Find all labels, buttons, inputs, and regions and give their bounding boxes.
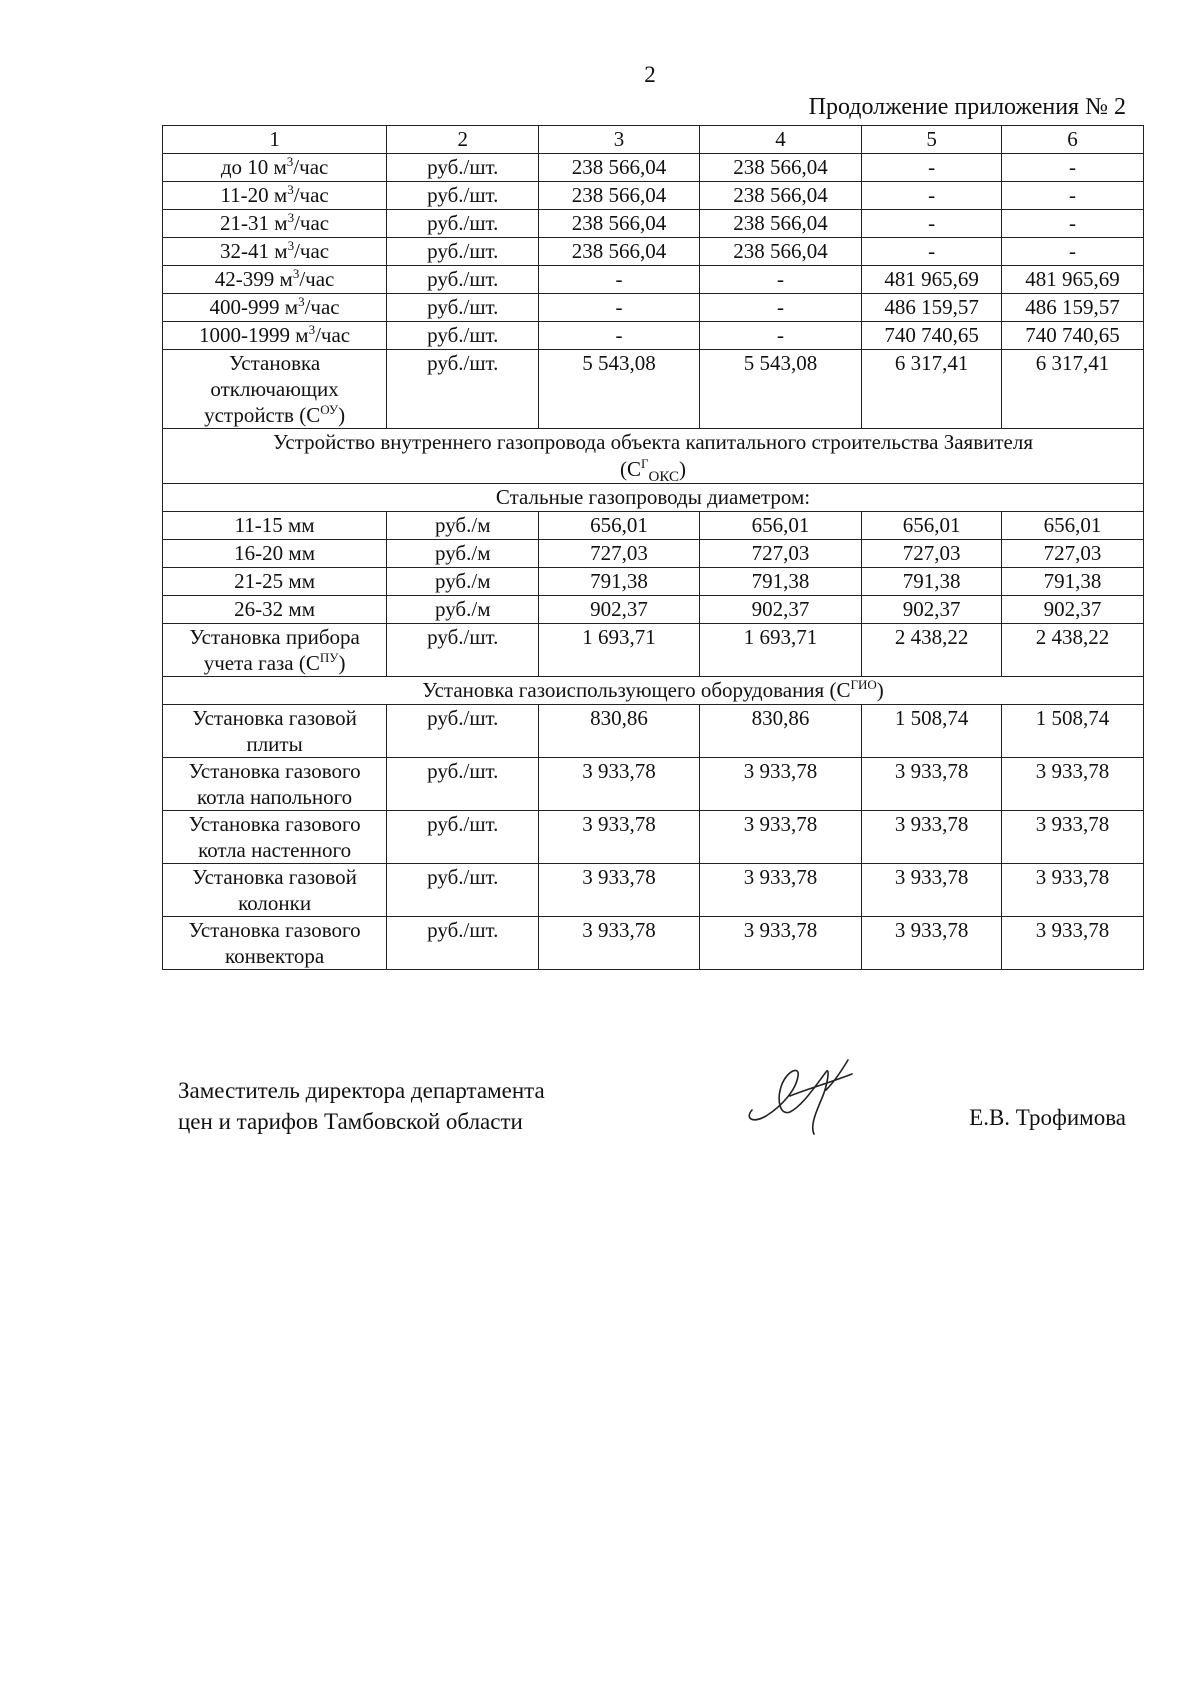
label-line: Установка газового — [188, 759, 361, 783]
row-label: 16-20 мм — [163, 540, 387, 568]
value-cell: 6 317,41 — [1002, 350, 1144, 429]
value-cell: - — [862, 154, 1002, 182]
column-header: 1 — [163, 126, 387, 154]
label-text: (С — [620, 457, 641, 481]
row-label — [163, 864, 387, 917]
superscript: 3 — [286, 154, 294, 169]
unit-cell: руб./шт. — [387, 154, 539, 182]
table-row — [163, 322, 1144, 350]
value-cell: 3 933,78 — [699, 811, 861, 864]
label-tail: ) — [338, 651, 346, 675]
value-cell: 656,01 — [862, 512, 1002, 540]
value-cell: 656,01 — [1002, 512, 1144, 540]
value-cell: 3 933,78 — [539, 811, 699, 864]
label-tail: /час — [293, 183, 329, 207]
value-cell: 486 159,57 — [862, 294, 1002, 322]
label-line: котла настенного — [198, 838, 352, 862]
table-row — [163, 705, 1144, 758]
section-heading: Стальные газопроводы диаметром: — [163, 484, 1144, 512]
unit-cell: руб./м — [387, 512, 539, 540]
label-line — [169, 402, 380, 428]
value-cell: 238 566,04 — [699, 154, 861, 182]
unit-cell: руб./м — [387, 596, 539, 624]
label-tail: /час — [299, 267, 335, 291]
value-cell: 3 933,78 — [1002, 917, 1144, 970]
unit-cell: руб./шт. — [387, 811, 539, 864]
superscript: 3 — [298, 294, 305, 309]
label-line — [169, 650, 380, 676]
row-label — [163, 182, 387, 210]
label-line: отключающих — [210, 377, 339, 401]
section-line: Устройство внутреннего газопровода объекта капитального строительства Заявителя — [273, 430, 1033, 454]
value-cell: 740 740,65 — [1002, 322, 1144, 350]
value-cell: 3 933,78 — [862, 758, 1002, 811]
value-cell: - — [1002, 238, 1144, 266]
label-text: 42-399 м — [214, 267, 293, 291]
table-row — [163, 624, 1144, 677]
label-line: плиты — [246, 732, 303, 756]
value-cell: 3 933,78 — [699, 758, 861, 811]
superscript: 3 — [287, 238, 295, 253]
value-cell: - — [699, 266, 861, 294]
label-text: Установка газоиспользующего оборудования (С — [422, 678, 851, 702]
row-label — [163, 350, 387, 429]
row-label — [163, 154, 387, 182]
value-cell: 481 965,69 — [1002, 266, 1144, 294]
value-cell: 3 933,78 — [1002, 758, 1144, 811]
label-text: 1000-1999 м — [199, 323, 309, 347]
subscript: ОКС — [648, 469, 679, 486]
unit-cell: руб./шт. — [387, 294, 539, 322]
value-cell: - — [699, 322, 861, 350]
value-cell: - — [862, 210, 1002, 238]
value-cell: 791,38 — [862, 568, 1002, 596]
section-line — [169, 456, 1137, 486]
value-cell: 1 508,74 — [1002, 705, 1144, 758]
label-line: Установка газовой — [192, 706, 357, 730]
value-cell: - — [539, 322, 699, 350]
label-tail: /час — [294, 211, 330, 235]
value-cell: 486 159,57 — [1002, 294, 1144, 322]
label-text: устройств (С — [204, 403, 321, 427]
label-tail: /час — [294, 239, 330, 263]
row-label — [163, 811, 387, 864]
table-row — [163, 540, 1144, 568]
value-cell: - — [862, 182, 1002, 210]
row-label — [163, 210, 387, 238]
column-header: 5 — [862, 126, 1002, 154]
column-header: 2 — [387, 126, 539, 154]
value-cell: 791,38 — [1002, 568, 1144, 596]
value-cell: 3 933,78 — [1002, 864, 1144, 917]
value-cell: - — [1002, 154, 1144, 182]
superscript: 3 — [292, 266, 300, 281]
unit-cell: руб./шт. — [387, 266, 539, 294]
value-cell: 1 693,71 — [539, 624, 699, 677]
unit-cell: руб./м — [387, 568, 539, 596]
table-row — [163, 294, 1144, 322]
column-header: 6 — [1002, 126, 1144, 154]
value-cell: 3 933,78 — [862, 864, 1002, 917]
value-cell: 238 566,04 — [699, 182, 861, 210]
table-row — [163, 811, 1144, 864]
row-label: 26-32 мм — [163, 596, 387, 624]
label-text: 11-20 м — [220, 183, 288, 207]
column-header: 3 — [539, 126, 699, 154]
unit-cell: руб./м — [387, 540, 539, 568]
label-text: 21-31 м — [220, 211, 288, 235]
appendix-note: Продолжение приложения № 2 — [808, 94, 1126, 120]
unit-cell: руб./шт. — [387, 624, 539, 677]
table-header-row — [163, 126, 1144, 154]
unit-cell: руб./шт. — [387, 210, 539, 238]
value-cell: 3 933,78 — [1002, 811, 1144, 864]
position-line-2: цен и тарифов Тамбовской области — [178, 1109, 523, 1134]
value-cell: 727,03 — [539, 540, 699, 568]
row-label — [163, 238, 387, 266]
superscript: ГИО — [850, 677, 877, 692]
value-cell: 3 933,78 — [539, 864, 699, 917]
unit-cell: руб./шт. — [387, 917, 539, 970]
value-cell: 1 693,71 — [699, 624, 861, 677]
value-cell: 3 933,78 — [699, 864, 861, 917]
value-cell: 238 566,04 — [699, 210, 861, 238]
table-row — [163, 154, 1144, 182]
unit-cell: руб./шт. — [387, 864, 539, 917]
label-tail: ) — [876, 678, 884, 702]
superscript: 3 — [287, 182, 294, 197]
row-label: 11-15 мм — [163, 512, 387, 540]
table-row — [163, 210, 1144, 238]
signatory-name: Е.В. Трофимова — [969, 1105, 1126, 1130]
value-cell: 238 566,04 — [539, 154, 699, 182]
row-label — [163, 705, 387, 758]
label-line: Установка газовой — [192, 865, 357, 889]
value-cell: 656,01 — [699, 512, 861, 540]
value-cell: 238 566,04 — [539, 210, 699, 238]
value-cell: 656,01 — [539, 512, 699, 540]
row-label — [163, 266, 387, 294]
row-label — [163, 322, 387, 350]
value-cell: 3 933,78 — [862, 917, 1002, 970]
unit-cell: руб./шт. — [387, 182, 539, 210]
superscript: ОУ — [320, 402, 339, 417]
superscript: ПУ — [319, 650, 339, 665]
tariff-table-body — [163, 126, 1144, 970]
value-cell: 481 965,69 — [862, 266, 1002, 294]
unit-cell: руб./шт. — [387, 238, 539, 266]
value-cell: 1 508,74 — [862, 705, 1002, 758]
value-cell: 727,03 — [862, 540, 1002, 568]
value-cell: 791,38 — [699, 568, 861, 596]
unit-cell: руб./шт. — [387, 322, 539, 350]
row-label — [163, 758, 387, 811]
superscript: 3 — [287, 210, 295, 225]
superscript: Г — [641, 456, 649, 471]
table-row — [163, 512, 1144, 540]
value-cell: 727,03 — [699, 540, 861, 568]
table-row — [163, 917, 1144, 970]
section-heading — [163, 677, 1144, 705]
value-cell: - — [539, 294, 699, 322]
label-tail: ) — [678, 457, 686, 481]
table-row — [163, 864, 1144, 917]
table-row — [163, 182, 1144, 210]
value-cell: 238 566,04 — [699, 238, 861, 266]
row-label: 21-25 мм — [163, 568, 387, 596]
value-cell: 6 317,41 — [862, 350, 1002, 429]
unit-cell: руб./шт. — [387, 758, 539, 811]
value-cell: 902,37 — [699, 596, 861, 624]
unit-cell: руб./шт. — [387, 705, 539, 758]
value-cell: 830,86 — [539, 705, 699, 758]
row-label — [163, 917, 387, 970]
value-cell: 902,37 — [1002, 596, 1144, 624]
signature-mark — [730, 1050, 870, 1140]
value-cell: 238 566,04 — [539, 182, 699, 210]
value-cell: 727,03 — [1002, 540, 1144, 568]
label-line: Установка прибора — [189, 625, 360, 649]
label-text: до 10 м — [220, 155, 287, 179]
value-cell: 3 933,78 — [699, 917, 861, 970]
label-text: 400-999 м — [209, 295, 299, 319]
table-row — [163, 266, 1144, 294]
value-cell: - — [1002, 210, 1144, 238]
label-line: котла напольного — [196, 785, 353, 809]
page-number: 2 — [644, 62, 656, 87]
label-line: Установка — [228, 351, 321, 375]
value-cell: - — [1002, 182, 1144, 210]
table-row — [163, 350, 1144, 429]
value-cell: 3 933,78 — [539, 758, 699, 811]
value-cell: 238 566,04 — [539, 238, 699, 266]
table-row — [163, 238, 1144, 266]
value-cell: 791,38 — [539, 568, 699, 596]
superscript: 3 — [308, 322, 316, 337]
label-text: 32-41 м — [220, 239, 288, 263]
label-line: конвектора — [225, 944, 325, 968]
value-cell: 902,37 — [862, 596, 1002, 624]
section-heading — [163, 429, 1144, 484]
value-cell: 830,86 — [699, 705, 861, 758]
signatory-position — [178, 1075, 545, 1137]
label-line: колонки — [238, 891, 312, 915]
label-text: учета газа (С — [203, 651, 320, 675]
value-cell: 5 543,08 — [539, 350, 699, 429]
label-tail: ) — [338, 403, 346, 427]
value-cell: 2 438,22 — [1002, 624, 1144, 677]
table-row — [163, 596, 1144, 624]
value-cell: 902,37 — [539, 596, 699, 624]
table-row — [163, 758, 1144, 811]
label-tail: /час — [315, 323, 351, 347]
value-cell: - — [539, 266, 699, 294]
column-header: 4 — [699, 126, 861, 154]
label-line: Установка газового — [188, 812, 361, 836]
position-line-1: Заместитель директора департамента — [178, 1078, 545, 1103]
value-cell: - — [862, 238, 1002, 266]
value-cell: 3 933,78 — [539, 917, 699, 970]
table-row — [163, 568, 1144, 596]
value-cell: 3 933,78 — [862, 811, 1002, 864]
label-tail: /час — [293, 155, 329, 179]
section-row — [163, 677, 1144, 705]
section-row — [163, 429, 1144, 484]
value-cell: 5 543,08 — [699, 350, 861, 429]
section-row — [163, 484, 1144, 512]
unit-cell: руб./шт. — [387, 350, 539, 429]
label-line: Установка газового — [188, 918, 361, 942]
row-label — [163, 294, 387, 322]
value-cell: 740 740,65 — [862, 322, 1002, 350]
value-cell: 2 438,22 — [862, 624, 1002, 677]
value-cell: - — [699, 294, 861, 322]
tariff-table — [162, 125, 1144, 970]
row-label — [163, 624, 387, 677]
label-tail: /час — [304, 295, 340, 319]
